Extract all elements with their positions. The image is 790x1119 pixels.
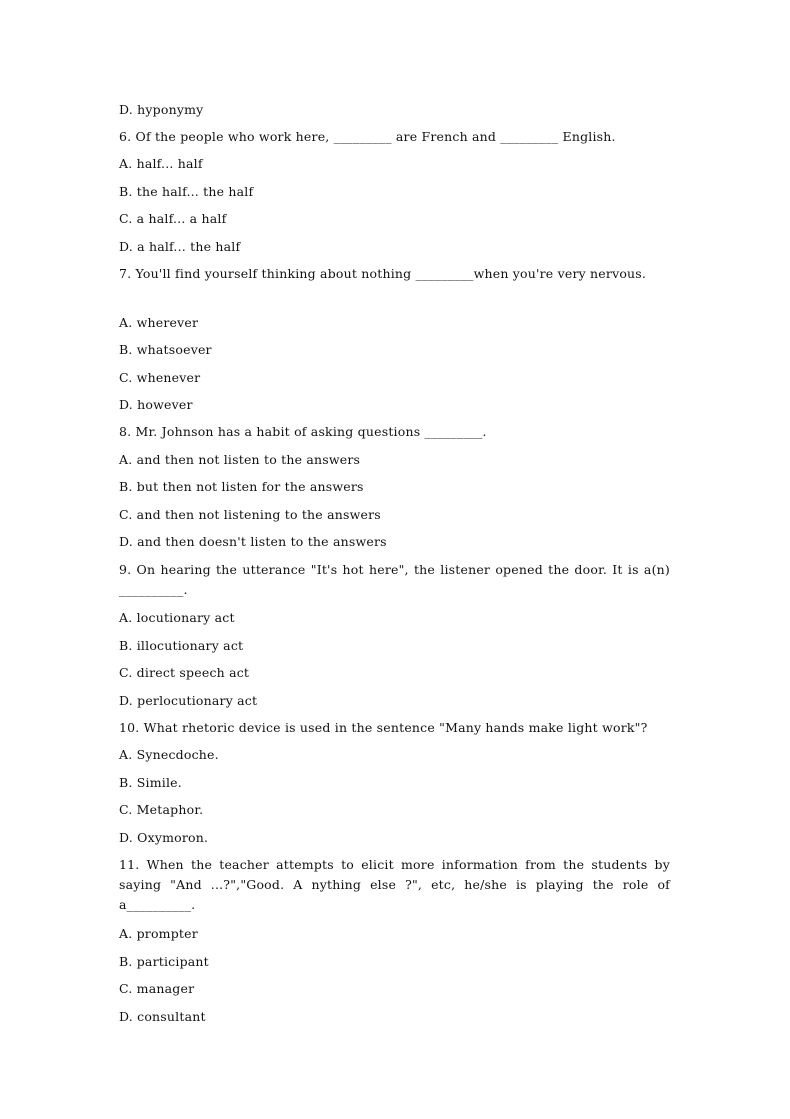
option-d-q6: D. a half... the half: [119, 239, 241, 254]
option-a-q9: A. locutionary act: [119, 610, 235, 625]
option-d-q8: D. and then doesn't listen to the answers: [119, 534, 387, 549]
option-c-q7: C. whenever: [119, 370, 201, 385]
question-9: 9. On hearing the utterance "It's hot here", the listener opened the door. It is a(n) __________.: [119, 562, 670, 597]
option-c-q6: C. a half... a half: [119, 211, 227, 226]
option-c-q8: C. and then not listening to the answers: [119, 507, 381, 522]
question-10: 10. What rhetoric device is used in the sentence "Many hands make light work"?: [119, 720, 648, 735]
question-8: 8. Mr. Johnson has a habit of asking questions _________.: [119, 424, 487, 439]
option-b-q8: B. but then not listen for the answers: [119, 479, 364, 494]
question-6: 6. Of the people who work here, _________ are French and _________ English.: [119, 129, 616, 144]
option-d-q9: D. perlocutionary act: [119, 693, 258, 708]
question-7: 7. You'll find yourself thinking about nothing _________when you're very nervous.: [119, 266, 647, 281]
option-b-q7: B. whatsoever: [119, 342, 212, 357]
option-c-q11: C. manager: [119, 981, 195, 996]
option-a-q10: A. Synecdoche.: [119, 747, 219, 762]
question-11: 11. When the teacher attempts to elicit more information from the students by saying "And ...?","Good. A nything else ?", etc, he/she is playing the role of a__________.: [119, 857, 670, 912]
option-d-q11: D. consultant: [119, 1009, 206, 1024]
option-c-q9: C. direct speech act: [119, 665, 250, 680]
option-b-q6: B. the half... the half: [119, 184, 254, 199]
option-a-q6: A. half... half: [119, 156, 203, 171]
option-b-q9: B. illocutionary act: [119, 638, 244, 653]
option-a-q8: A. and then not listen to the answers: [119, 452, 361, 467]
option-b-q11: B. participant: [119, 954, 209, 969]
option-a-q11: A. prompter: [119, 926, 198, 941]
option-a-q7: A. wherever: [119, 315, 199, 330]
option-d-q7: D. however: [119, 397, 193, 412]
option-d-q10: D. Oxymoron.: [119, 830, 209, 845]
option-d-q5: D. hyponymy: [119, 102, 204, 117]
option-c-q10: C. Metaphor.: [119, 802, 204, 817]
option-b-q10: B. Simile.: [119, 775, 182, 790]
